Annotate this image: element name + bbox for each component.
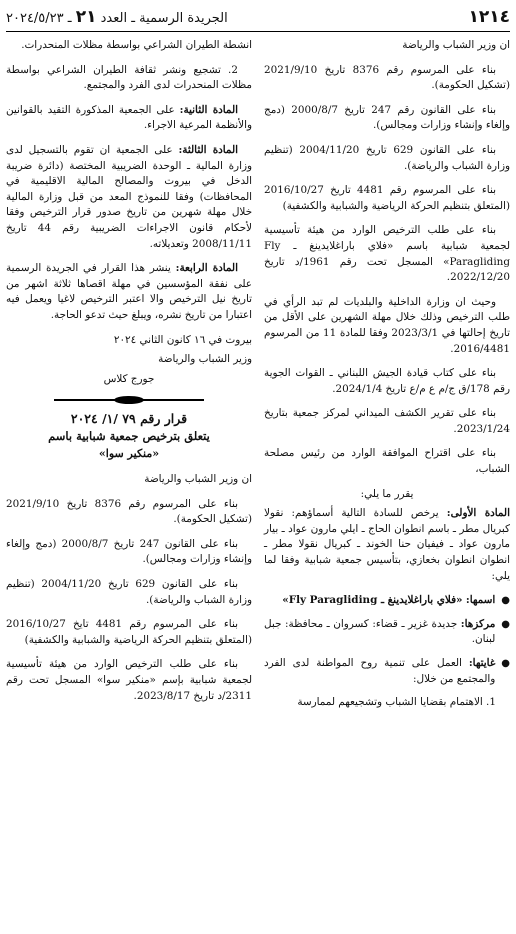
minister-intro-2: ان وزير الشباب والرياضة	[144, 473, 252, 486]
preamble-item: بناء على المرسوم رقم 4481 تايخ 2016/10/27 (المتعلق بتنظيم الحركة الرياضية والشبابية والكشفية)	[6, 618, 252, 646]
goal-item-2: 2. تشجيع ونشر ثقافة الطيران الشراعي بواسطة مظلات المنحدرات لدى الفرد والمجتمع.	[6, 63, 252, 92]
article-2-heading: المادة الثانية:	[179, 103, 238, 116]
bullet-icon: ●	[501, 618, 510, 630]
page-number: ١٢١٤	[468, 7, 510, 27]
signature-date: بيروت في ١٦ كانون الثاني ٢٠٢٤	[113, 333, 252, 346]
section-divider	[54, 397, 204, 403]
decree-association-name: «منكير سوا»	[98, 447, 160, 461]
bullet-icon: ●	[501, 658, 510, 669]
decides-heading: يقرر ما يلي:	[360, 487, 414, 500]
article-4	[6, 261, 252, 323]
article-2	[6, 103, 252, 134]
preamble-item: بناء على القانون 629 تاريخ 2004/11/20 (تنظيم وزارة الشباب والرياضة).	[6, 578, 252, 606]
name-value: «فلاي باراغلايدينغ ـ Fly Paragliding»	[282, 594, 463, 607]
article-4-heading: المادة الرابعة:	[175, 262, 238, 275]
bullet-icon: ●	[501, 595, 510, 607]
preamble-item: بناء على المرسوم رقم 8376 تاريخ 2021/9/10 (تشكيل الحكومة).	[6, 497, 252, 526]
preamble-item: بناء على القانون 247 تاريخ 2000/8/7 (دمج وإلغاء وإنشاء وزارات ومجالس).	[6, 537, 252, 566]
journal-title	[6, 7, 228, 27]
article-1-heading: المادة الأولى:	[446, 507, 510, 520]
header-rule	[6, 31, 510, 32]
article-3	[6, 143, 252, 252]
article-1-text: يرخص للسادة التالية أسماؤهم: نقولا كبريال مطر ـ باسم انطوان الحاج ـ ايلي مارون عواد ـ بيار مارون عواد ـ فيفيان حنا الخوند ـ كبريال نقولا مطر ـ انطوان انطوان بخعازي، بتأسيس جمعية شبابية وفقا لما يلي:	[264, 507, 510, 582]
preamble-item: بناء على المرسوم رقم 4481 تاريخ 2016/10/27 (المتعلق بتنظيم الحركة الرياضية والشبابية والكشفية)	[264, 184, 510, 212]
association-seat	[264, 617, 510, 648]
preamble-item: بناء على تقرير الكشف الميداني لمركز جمعية بتاريخ 2023/1/24.	[264, 407, 510, 435]
preamble-item: بناء على طلب الترخيص الوارد من هيئة تأسيسية لجمعية شبابية بإسم «منكير سوا» المسجل تحت رقم 2311/د تاريخ 2023/8/17.	[6, 658, 252, 702]
issue-number: ٢١	[75, 7, 97, 27]
goal-heading: غايتها:	[468, 657, 496, 669]
article-3-text: على الجمعية ان تقوم بالتسجيل لدى وزارة المالية ـ الوحدة الضريبية المختصة (دائرة ضريبة الدخل في بيروت والمصالح المالية الاقليمية في المحافظات) وفقا للنموذج المعد من قبل وزارة المالية خلال مهلة شهرين من تاريخ صدور قرار الترخيص وفقا لأحكام قانون الاجراءات الضريبية رقم 44 تاريخ 2008/11/11 وتعديلاته.	[6, 143, 252, 250]
journal-name: الجريدة الرسمية ـ العدد	[100, 11, 228, 26]
issue-date: ـ ٢٠٢٤/٥/٢٣	[6, 11, 72, 26]
preamble-item: بناء على كتاب قيادة الجيش اللبناني ـ القوات الجوية رقم 178/ق ج/م ع م/ع تاريخ 2024/1/4.	[264, 367, 510, 395]
article-2-text: على الجمعية المذكورة التقيد بالقوانين والأنظمة المرعية الاجراء.	[6, 103, 252, 132]
seat-heading: مركزها:	[460, 617, 496, 630]
minister-intro: ان وزير الشباب والرياضة	[402, 39, 510, 51]
name-heading: اسمها:	[465, 594, 496, 607]
signature-name: جورج كلاس	[103, 372, 155, 385]
goal-item-1-cont: انشطة الطيران الشراعي بواسطة مظلات المنحدرات.	[21, 39, 252, 51]
preamble-item: بناء على طلب الترخيص الوارد من هيئة تأسيسية لجمعية شبابية باسم «فلاي باراغلايدينغ ـ Fly Paragliding» المسجل تحت رقم 1961/د تاريخ 2022/12/20.	[264, 224, 510, 284]
preamble-item: بناء على القانون 629 تاريخ 2004/11/20 (تنظيم وزارة الشباب والرياضة).	[264, 143, 510, 172]
preamble-item: بناء على المرسوم رقم 8376 تاريخ 2021/9/10 (تشكيل الحكومة).	[264, 63, 510, 92]
preamble-item: وحيث ان وزارة الداخلية والبلديات لم تبد الرأي في طلب الترخيص وذلك خلال مهلة الشهرين على الأقل من تاريخ إحالتها في 2023/3/1 وفقا للمادة 11 من المرسوم 2016/4481.	[264, 295, 510, 355]
article-3-heading: المادة الثالثة:	[178, 143, 238, 156]
preamble-item: بناء على القانون رقم 247 تاريخ 2000/8/7 (دمج وإلغاء وإنشاء وزارات ومجالس).	[264, 103, 510, 132]
goal-item-1: 1. الاهتمام بقضايا الشباب وتشجيعهم لممارسة	[297, 696, 496, 709]
page-header	[6, 4, 510, 30]
preamble-item: بناء على اقتراح الموافقة الوارد من رئيس مصلحة الشباب،	[264, 447, 510, 476]
right-column	[264, 38, 510, 720]
left-column	[6, 38, 252, 713]
article-4-text: ينشر هذا القرار في الجريدة الرسمية على نفقة المؤسسين في مهلة اقصاها ثلاثة اشهر من تاريخ نيل الترخيص والا اعتبر الترخيص لاغيا ويعمل فيه اعتبارا من تاريخ نشره، ويبلغ حيث تدعو الحاجة.	[6, 262, 252, 321]
signature-title: وزير الشباب والرياضة	[158, 353, 252, 366]
seat-value: جديدة غزير ـ قضاء: كسروان ـ محافظة: جبل لبنان.	[264, 617, 496, 646]
association-goal	[264, 656, 510, 687]
association-name	[264, 593, 510, 609]
decree-subject: يتعلق بترخيص جمعية شبابية باسم	[48, 428, 210, 443]
decree-title: قرار رقم ٧٩ /١/ ٢٠٢٤	[70, 411, 188, 427]
goal-value: العمل على تنمية روح المواطنة لدى الفرد والمجتمع من خلال:	[264, 657, 496, 685]
article-1	[264, 506, 510, 584]
